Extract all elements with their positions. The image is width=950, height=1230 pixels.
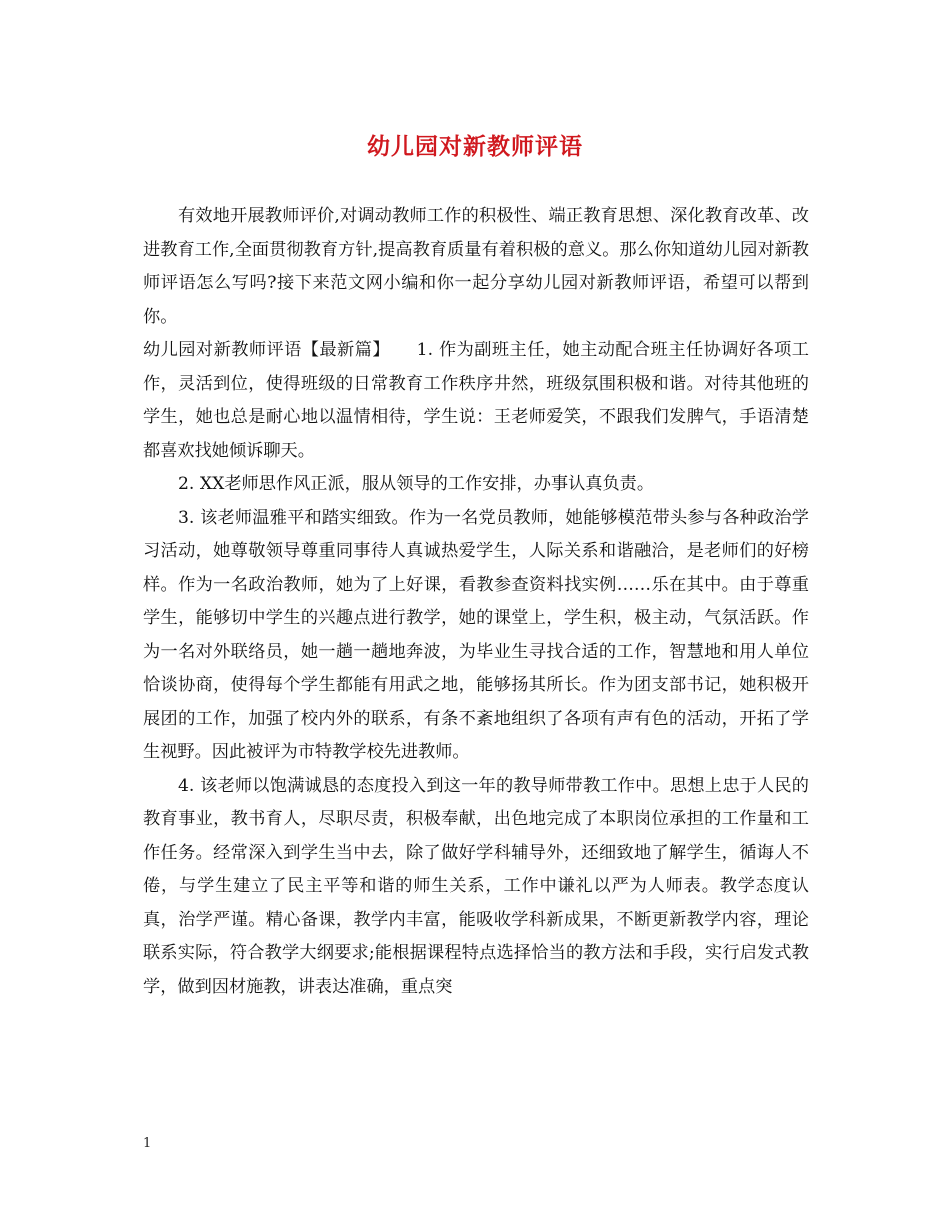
document-title: 幼儿园对新教师评语	[367, 133, 583, 160]
page-number: 1	[143, 1136, 152, 1151]
section-heading-paragraph: 幼儿园对新教师评语【最新篇】 1. 作为副班主任，她主动配合班主任协调好各项工作，灵活到位，使得班级的日常教育工作秩序井然，班级氛围积极和谐。对待其他班的学生，她也总是耐心地以温情相待，学生说：王老师爱笑，不跟我们发脾气，手语清楚都喜欢找她倾诉聊天。	[143, 340, 809, 461]
comment-paragraph-3: 3. 该老师温雅平和踏实细致。作为一名党员教师，她能够模范带头参与各种政治学习活动，她尊敬领导尊重同事待人真诚热爱学生，人际关系和谐融洽，是老师们的好榜样。作为一名政治教师，她为了上好课，看教参查资料找实例……乐在其中。由于尊重学生，能够切中学生的兴趣点进行教学，她的课堂上，学生积，极主动，气氛活跃。作为一名对外联络员，她一趟一趟地奔波，为毕业生寻找合适的工作，智慧地和用人单位恰谈协商，使得每个学生都能有用武之地，能够扬其所长。作为团支部书记，她积极开展团的工作，加强了校内外的联系，有条不紊地组织了各项有声有色的活动，开拓了学生视野。因此被评为市特教学校先进教师。	[143, 507, 809, 762]
intro-paragraph: 有效地开展教师评价,对调动教师工作的积极性、端正教育思想、深化教育改革、改进教育工作,全面贯彻教育方针,提高教育质量有着积极的意义。那么你知道幼儿园对新教师评语怎么写吗?接下来范文网小编和你一起分享幼儿园对新教师评语，希望可以帮到你。	[143, 206, 809, 327]
comment-paragraph-2: 2. XX老师思作风正派，服从领导的工作安排，办事认真负责。	[178, 474, 655, 494]
document-body	[143, 200, 809, 1004]
comment-paragraph-4: 4. 该老师以饱满诚恳的态度投入到这一年的教导师带教工作中。思想上忠于人民的教育事业，教书育人，尽职尽责，积极奉献，出色地完成了本职岗位承担的工作量和工作任务。经常深入到学生当中去，除了做好学科辅导外，还细致地了解学生，循诲人不倦，与学生建立了民主平等和谐的师生关系，工作中谦礼以严为人师表。教学态度认真，治学严谨。精心备课，教学内丰富，能吸收学科新成果，不断更新教学内容，理论联系实际，符合教学大纲要求;能根据课程特点选择恰当的教方法和手段，实行启发式教学，做到因材施教，讲表达准确，重点突	[143, 775, 809, 997]
